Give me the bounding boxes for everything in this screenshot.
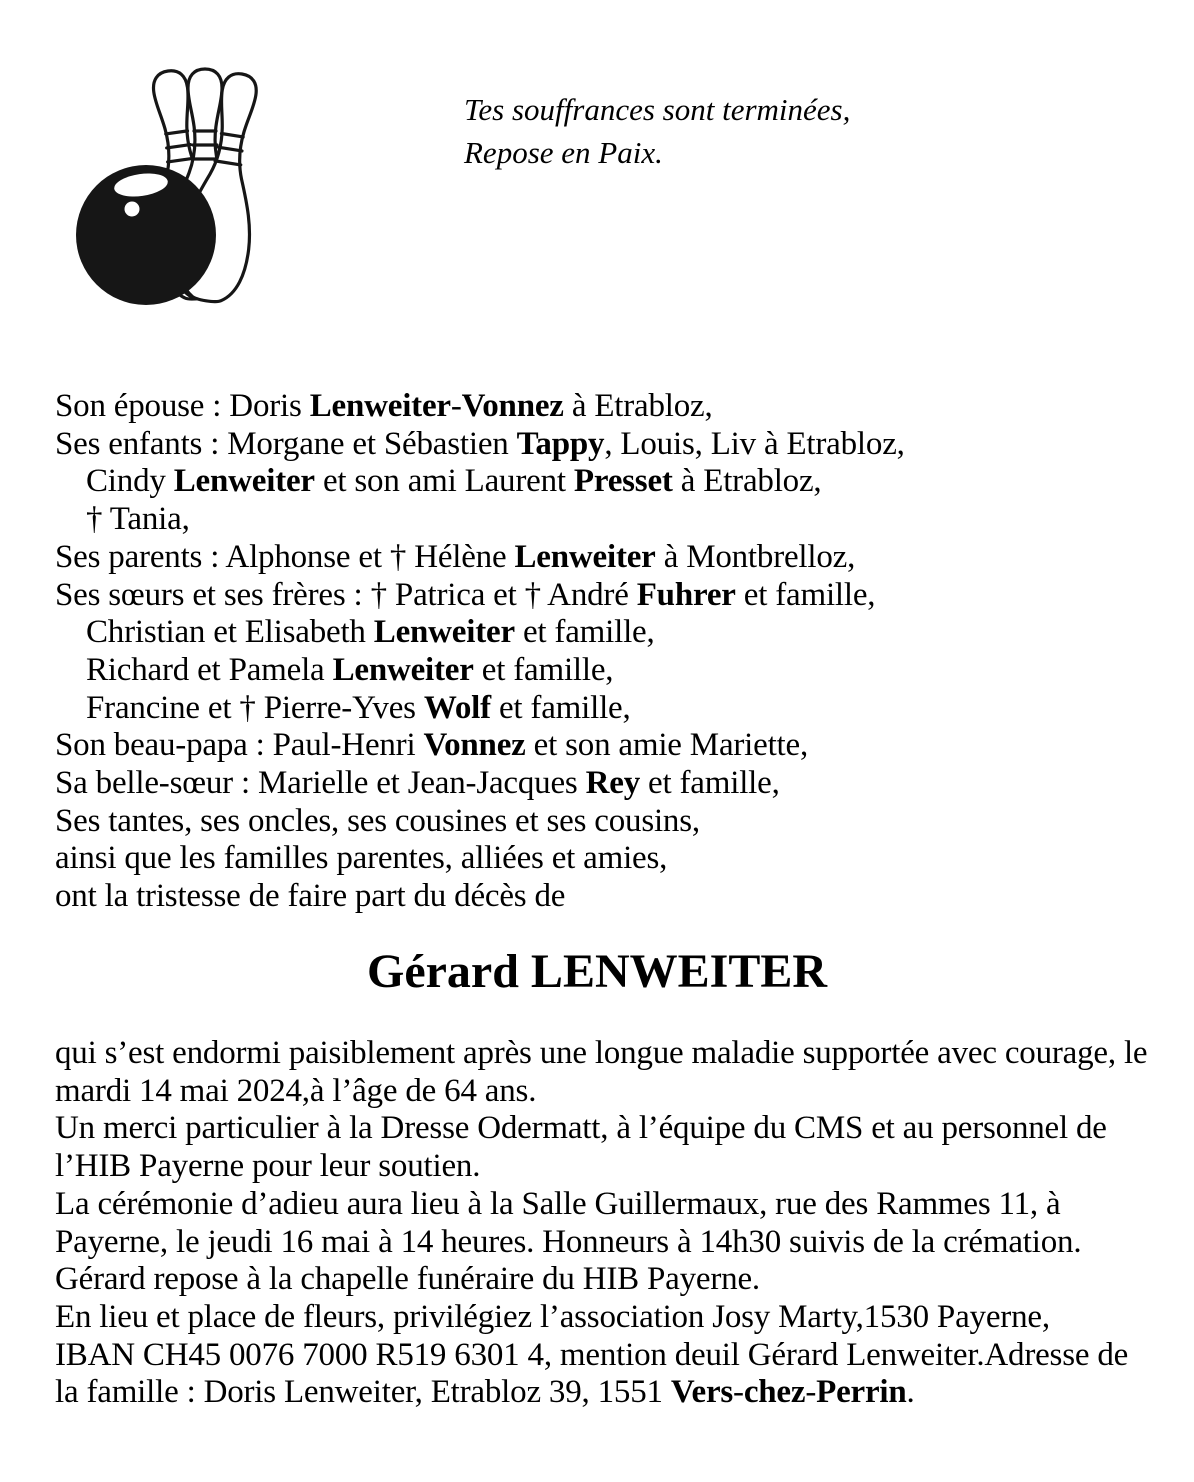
text-segment: à Etrabloz, [672,463,822,500]
text-line [55,501,905,539]
text-segment: Cindy [86,463,174,500]
text-line [55,1148,1155,1186]
text-line [55,614,905,652]
text-segment: Ses tantes, ses oncles, ses cousines et ses cousins, [55,802,700,839]
bowling-ball-and-pins-icon [75,66,310,316]
text-segment: - [733,1374,744,1411]
text-segment: IBAN CH45 0076 7000 R519 6301 4, mention deuil Gérard Lenweiter.Adresse de [55,1336,1129,1373]
text-segment: , Louis, Liv à Etrabloz, [604,425,905,462]
text-segment: Ses sœurs et ses frères : † Patrica et † André [55,576,637,613]
announcement-body [55,1035,1155,1412]
text-line [55,878,905,916]
bold-text-segment: Vonnez [461,388,564,424]
text-segment: La cérémonie d’adieu aura lieu à la Salle Guillermaux, rue des Rammes 11, à [55,1185,1061,1222]
text-line [55,577,905,615]
text-line [55,1073,1155,1111]
text-segment: à Montbrelloz, [655,538,856,575]
text-segment: à Etrabloz, [563,388,713,424]
text-segment: et famille, [735,576,876,613]
bold-text-segment: Perrin [816,1374,907,1411]
text-segment: En lieu et place de fleurs, privilégiez l’association Josy Marty,1530 Payerne, [55,1298,1050,1335]
text-segment: . [906,1374,915,1411]
text-line [55,1110,1155,1148]
text-line [55,1261,1155,1299]
text-segment: Son épouse : Doris [55,388,310,424]
text-segment: qui s’est endormi paisiblement après une longue maladie supportée avec courage, le [55,1035,1148,1071]
text-line [55,765,905,803]
text-line [55,388,905,426]
bold-text-segment: Rey [585,765,640,802]
bold-text-segment: Tappy [516,425,605,462]
bold-text-segment: chez [743,1374,806,1411]
text-line [55,1224,1155,1262]
text-segment: et famille, [490,689,631,726]
text-segment: Payerne, le jeudi 16 mai à 14 heures. Honneurs à 14h30 suivis de la crémation. [55,1223,1082,1260]
text-line [55,727,905,765]
text-segment: et famille, [640,765,780,802]
text-segment: Gérard repose à la chapelle funéraire du HIB Payerne. [55,1261,760,1298]
text-line [55,1035,1155,1073]
text-segment: - [805,1374,817,1411]
bold-text-segment: Fuhrer [636,576,736,613]
text-segment: Repose en Paix. [464,135,663,170]
text-segment: Ses enfants : Morgane et Sébastien [55,425,517,462]
bold-text-segment: Vonnez [423,727,526,764]
text-line [55,1374,1155,1412]
text-line [55,1299,1155,1337]
text-line [55,426,905,464]
text-segment: Sa belle-sœur : Marielle et Jean-Jacques [55,765,586,802]
bold-text-segment: Lenweiter [309,388,451,424]
bold-text-segment: Wolf [423,689,491,726]
bowling-ball [76,165,216,305]
text-segment: et famille, [514,614,655,651]
text-segment: et son ami Laurent [314,463,574,500]
text-line [464,88,850,131]
text-line [55,690,905,728]
text-segment: et famille, [473,651,614,688]
text-segment: Richard et Pamela [86,651,333,688]
text-line [55,803,905,841]
epitaph-quote [464,88,850,174]
text-segment: la famille : Doris Lenweiter, Etrabloz 39, 1551 [55,1374,671,1411]
text-segment: - [450,388,462,424]
text-segment: mardi 14 mai 2024,à l’âge de 64 ans. [55,1072,537,1109]
text-segment: et son amie Mariette, [525,727,809,764]
family-announcement-list [55,388,905,916]
text-segment: Un merci particulier à la Dresse Odermatt, à l’équipe du CMS et au personnel de [55,1110,1107,1147]
text-line [55,1337,1155,1375]
bold-text-segment: Vers [670,1374,734,1411]
text-line [55,652,905,690]
text-line [464,131,850,174]
text-segment: ainsi que les familles parentes, alliées et amies, [55,840,668,877]
text-segment: Christian et Elisabeth [86,614,374,651]
bold-text-segment: Lenweiter [173,463,315,500]
text-line [55,539,905,577]
text-segment: l’HIB Payerne pour leur soutien. [55,1148,481,1185]
text-segment: Francine et † Pierre-Yves [86,689,424,726]
bold-text-segment: Presset [573,463,673,500]
bowling-illustration [75,66,310,316]
text-segment: † Tania, [86,501,190,538]
text-line [55,840,905,878]
text-segment: Tes souffrances sont terminées, [464,92,851,127]
text-line [55,463,905,501]
bold-text-segment: Lenweiter [332,651,474,688]
deceased-name: Gérard LENWEITER [366,945,828,998]
text-segment: Son beau-papa : Paul-Henri [55,727,424,764]
text-segment: Ses parents : Alphonse et † Hélène [55,538,515,575]
text-segment: ont la tristesse de faire part du décès de [55,878,566,915]
bold-text-segment: Lenweiter [373,614,515,651]
bold-text-segment: Lenweiter [514,538,656,575]
text-line [55,1186,1155,1224]
